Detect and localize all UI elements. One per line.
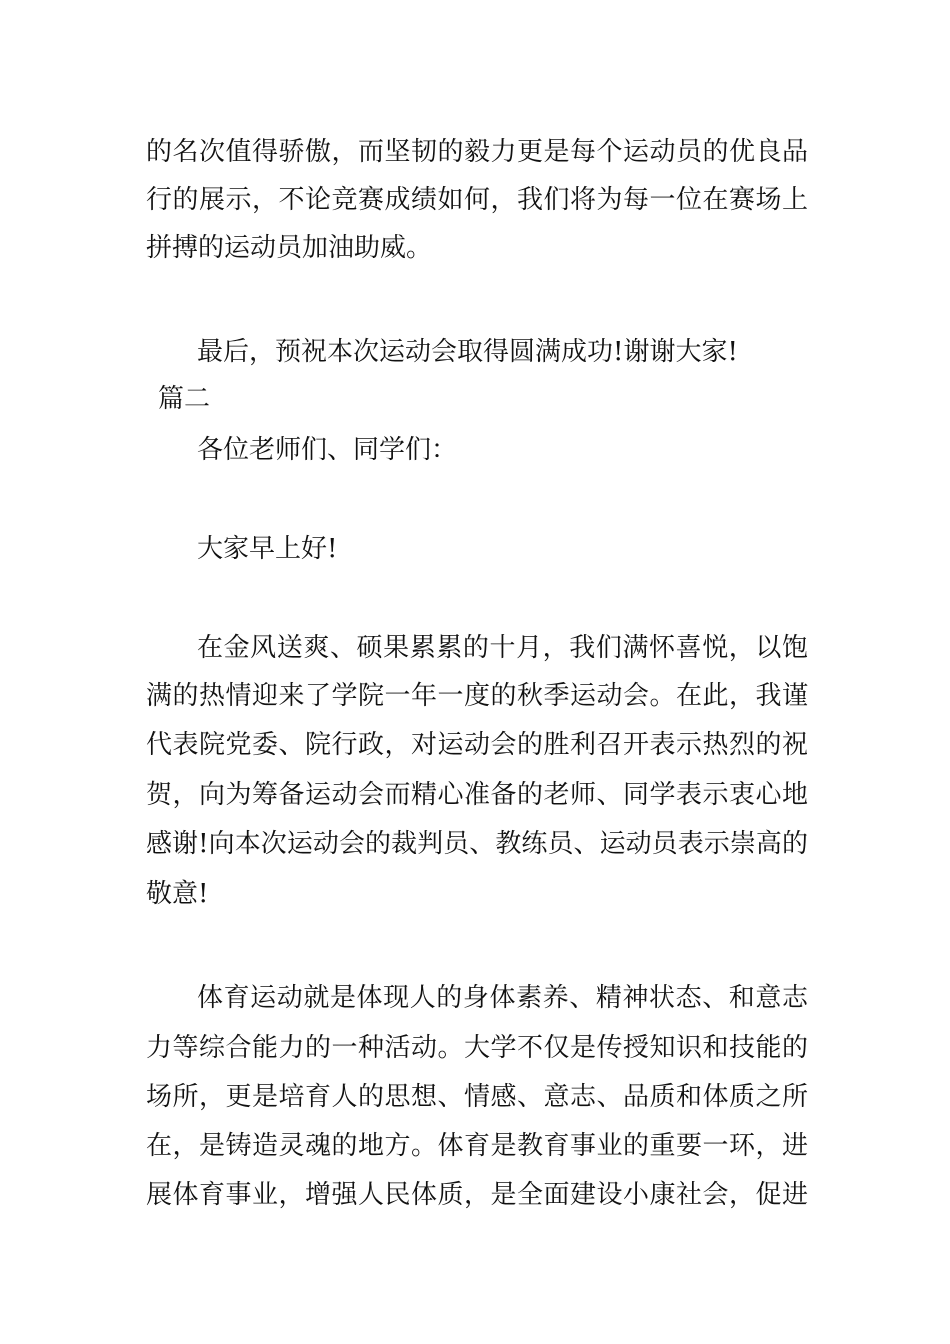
paragraph-line: 最后，预祝本次运动会取得圆满成功!谢谢大家! [197, 337, 738, 367]
section-heading: 篇二 [158, 384, 211, 414]
paragraph-line: 场所，更是培育人的思想、情感、意志、品质和体质之所 [146, 1082, 808, 1112]
paragraph-line: 敬意! [146, 879, 209, 909]
paragraph-line: 感谢!向本次运动会的裁判员、教练员、运动员表示崇高的 [146, 829, 808, 859]
paragraph-line: 体育运动就是体现人的身体素养、精神状态、和意志 [197, 983, 808, 1013]
paragraph-line: 力等综合能力的一种活动。大学不仅是传授知识和技能的 [146, 1033, 808, 1063]
greeting-line: 大家早上好! [197, 534, 338, 564]
paragraph-line: 的名次值得骄傲，而坚韧的毅力更是每个运动员的优良品 [146, 137, 808, 167]
paragraph-line: 代表院党委、院行政，对运动会的胜利召开表示热烈的祝 [146, 730, 808, 760]
salutation-line: 各位老师们、同学们： [197, 435, 458, 465]
paragraph-line: 展体育事业，增强人民体质，是全面建设小康社会，促进 [146, 1180, 808, 1210]
paragraph-line: 满的热情迎来了学院一年一度的秋季运动会。在此，我谨 [146, 681, 808, 711]
paragraph-line: 在，是铸造灵魂的地方。体育是教育事业的重要一环，进 [146, 1131, 808, 1161]
paragraph-line: 拼搏的运动员加油助威。 [146, 233, 433, 263]
paragraph-line: 贺，向为筹备运动会而精心准备的老师、同学表示衷心地 [146, 780, 808, 810]
paragraph-line: 在金风送爽、硕果累累的十月，我们满怀喜悦，以饱 [197, 633, 808, 663]
paragraph-line: 行的展示，不论竞赛成绩如何，我们将为每一位在赛场上 [146, 185, 808, 215]
